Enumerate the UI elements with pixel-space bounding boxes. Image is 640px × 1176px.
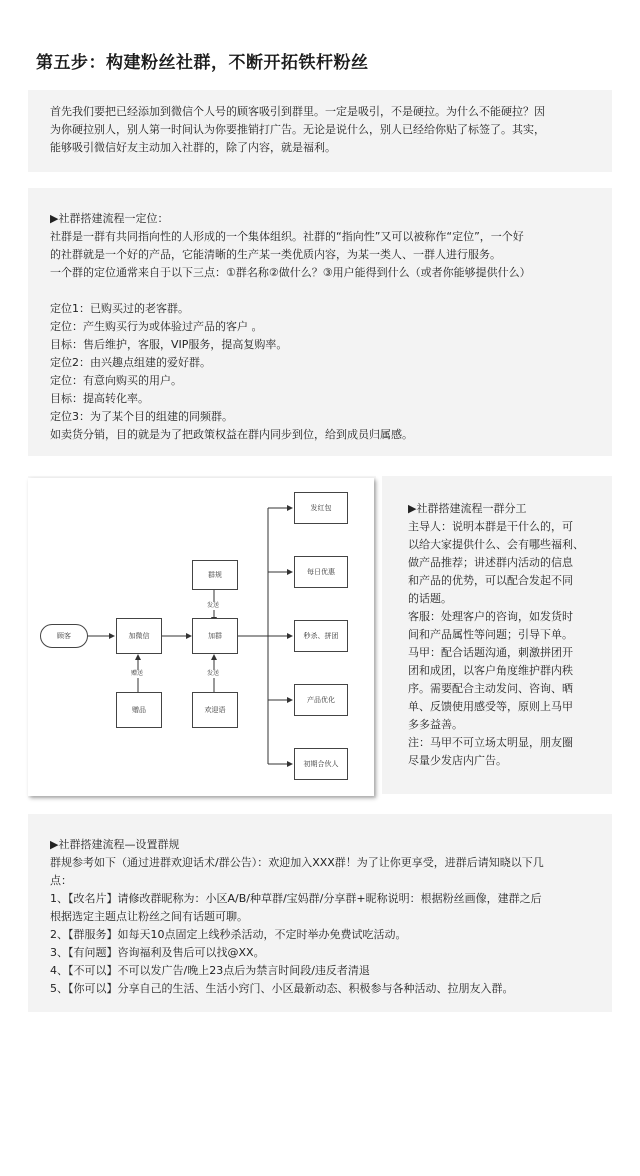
roles-line: 做产品推荐；讲述群内活动的信息 [408,556,573,569]
roles-line: 尽量少发店内广告。 [408,754,507,767]
positioning-box [28,188,612,456]
roles-line: 和产品的优势，可以配合发起不同 [408,574,573,587]
rules-line: 群规参考如下（通过进群欢迎话术/群公告）：欢迎加入XXX群！为了让你更享受，进群后请知晓以下几 [50,856,544,869]
roles-heading: ▶社群搭建流程一群分工 [408,502,527,515]
positioning-detail: 定位：有意向购买的用户。 [50,374,182,387]
roles-line: 主导人：说明本群是干什么的，可 [408,520,573,533]
positioning-detail: 定位：产生购买行为或体验过产品的客户 。 [50,320,263,333]
node-gift: 赠品 [116,692,162,728]
node-output-flash-sale: 秒杀、拼团 [294,620,348,652]
positioning-detail: 定位1：已购买过的老客群。 [50,302,189,315]
roles-line: 的话题。 [408,592,452,605]
positioning-detail: 定位2：由兴趣点组建的爱好群。 [50,356,211,369]
node-customer: 顾客 [40,624,88,648]
positioning-line: 一个群的定位通常来自于以下三点：①群名称②做什么？③用户能得到什么（或者你能够提供什么） [50,266,531,279]
rules-line: 1、【改名片】请修改群昵称为：小区A/B/种草群/宝妈群/分享群+昵称说明：根据粉丝画像，建群之后 [50,892,542,905]
page-title: 第五步：构建粉丝社群，不断开拓铁杆粉丝 [36,53,369,73]
rules-line: 根据选定主题点让粉丝之间有话题可聊。 [50,910,248,923]
positioning-heading: ▶社群搭建流程一定位： [50,212,169,225]
positioning-line: 的社群就是一个好的产品，它能清晰的生产某一类优质内容，为某一类人、一群人进行服务。 [50,248,501,261]
node-output-red-packet: 发红包 [294,492,348,524]
node-add-wechat: 加微信 [116,618,162,654]
rules-line: 4、【不可以】不可以发广告/晚上23点后为禁言时间段/违反者清退 [50,964,370,977]
roles-line: 注：马甲不可立场太明显，朋友圈 [408,736,573,749]
node-output-product-optimization: 产品优化 [294,684,348,716]
flow-diagram-box [28,476,376,798]
positioning-detail: 定位3：为了某个目的组建的同频群。 [50,410,233,423]
intro-line: 首先我们要把已经添加到微信个人号的顾客吸引到群里。一定是吸引，不是硬拉。为什么不能硬拉？因 [50,105,545,118]
edge-label-gift: 赠送 [131,670,144,677]
positioning-detail: 目标：提高转化率。 [50,392,149,405]
node-output-early-partner: 初期合伙人 [294,748,348,780]
intro-line: 为你硬拉别人，别人第一时间认为你要推销打广告。无论是说什么，别人已经给你贴了标签了。其实， [50,123,545,136]
node-welcome: 欢迎语 [192,692,238,728]
rules-line: 5、【你可以】分享自己的生活、生活小窍门、小区最新动态、积极参与各种活动、拉朋友入群。 [50,982,514,995]
flow-diagram [28,478,374,796]
intro-line: 能够吸引微信好友主动加入社群的，除了内容，就是福利。 [50,141,336,154]
rules-line: 3、【有问题】咨询福利及售后可以找@XX。 [50,946,265,959]
positioning-detail: 如卖货分销，目的就是为了把政策权益在群内同步到位，给到成员归属感。 [50,428,413,441]
rules-heading: ▶社群搭建流程—设置群规 [50,838,180,851]
positioning-detail: 目标：售后维护，客服，VIP服务，提高复购率。 [50,338,288,351]
roles-line: 以给大家提供什么、会有哪些福利、 [408,538,584,551]
rules-box [28,814,612,1012]
node-group-rules: 群规 [192,560,238,590]
roles-box [382,476,612,794]
rules-line: 2、【群服务】如每天10点固定上线秒杀活动，不定时举办免费试吃活动。 [50,928,407,941]
roles-line: 多多益善。 [408,718,463,731]
roles-line: 客服：处理客户的咨询，如发货时 [408,610,573,623]
node-output-daily-deals: 每日优惠 [294,556,348,588]
edge-label-send-rules: 发送 [207,602,220,609]
positioning-line: 社群是一群有共同指向性的人形成的一个集体组织。社群的“指向性”又可以被称作“定位”，一个好 [50,230,524,243]
node-join-group: 加群 [192,618,238,654]
roles-line: 团和成团，以客户角度维护群内秩 [408,664,573,677]
roles-line: 马甲：配合话题沟通，刺激拼团开 [408,646,573,659]
roles-line: 间和产品属性等问题；引导下单。 [408,628,573,641]
roles-line: 单、反馈使用感受等，原则上马甲 [408,700,573,713]
intro-box [28,90,612,172]
roles-line: 序。需要配合主动发问、咨询、晒 [408,682,573,695]
rules-line: 点： [50,874,72,887]
edge-label-send-welcome: 发送 [207,670,220,677]
